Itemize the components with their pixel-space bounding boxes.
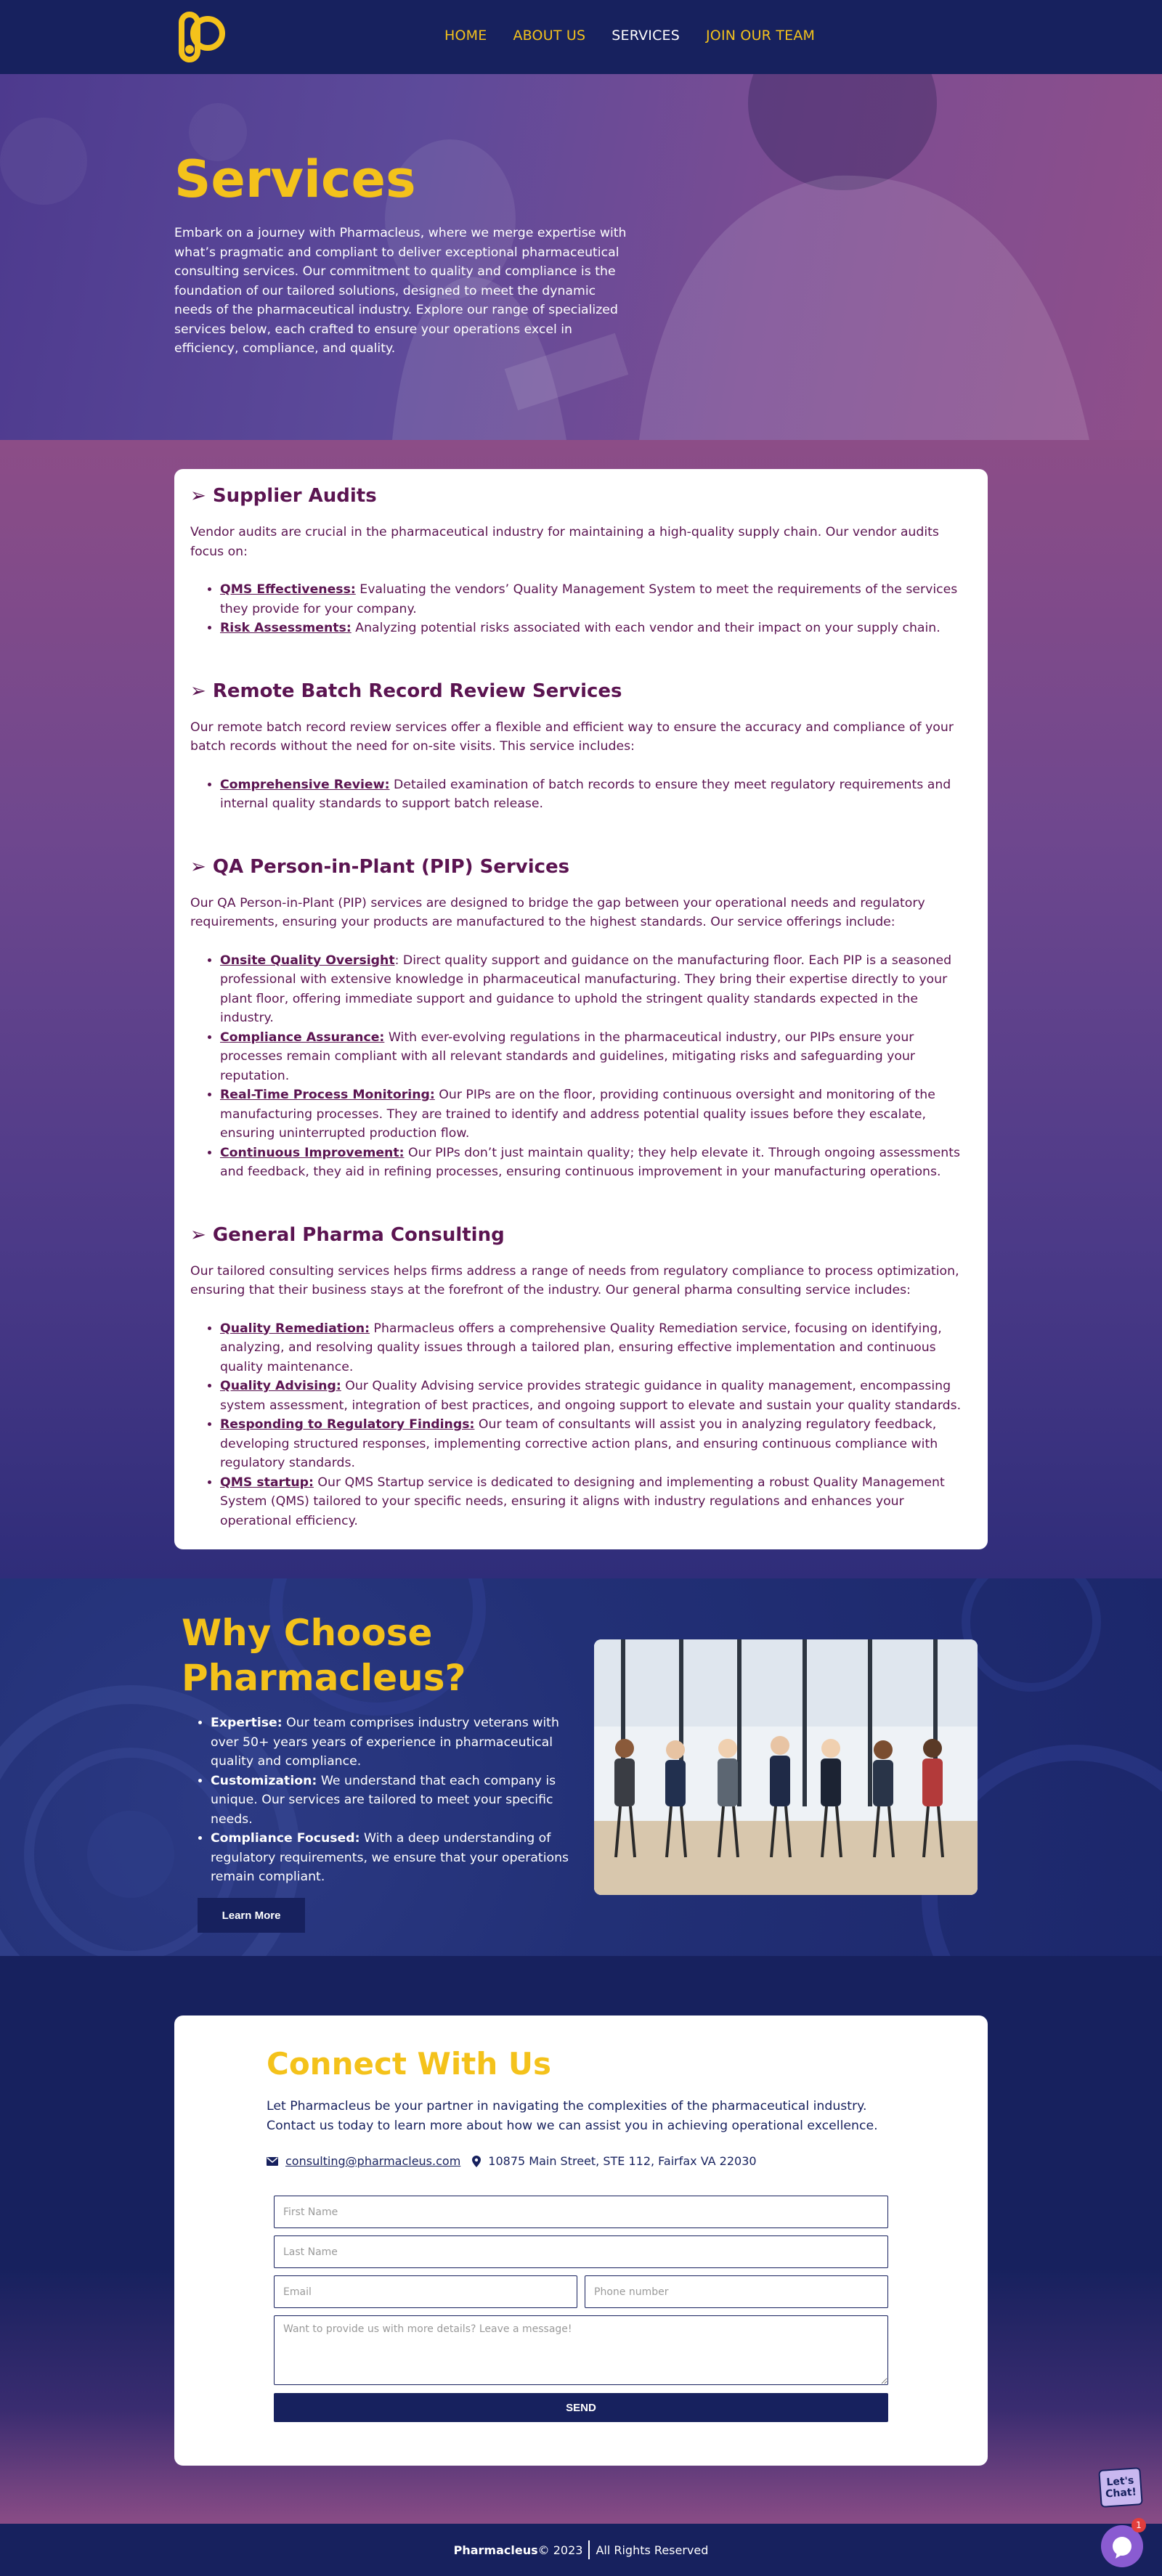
why-item-label: Customization: (211, 1773, 317, 1788)
service-item-label: Quality Advising: (220, 1379, 341, 1393)
service-item (220, 951, 972, 1028)
service-item-label: Quality Remediation: (220, 1321, 370, 1336)
service-item-text: Our QMS Startup service is dedicated to designing and implementing a robust Quality Management System (QMS) tailored to your specific needs, ensuring it aligns with industry regulations and enhances your operational efficiency. (220, 1475, 945, 1528)
connect-description: Let Pharmacleus be your partner in navigating the complexities of the pharmaceutical industry. Contact us today to learn more about how we can assist you in achieving operational excellence. (267, 2099, 878, 2133)
nav-services-link[interactable]: SERVICES (612, 28, 680, 44)
why-item-label: Expertise: (211, 1716, 283, 1730)
service-item-text: : Direct quality support and guidance on the manufacturing floor. Each PIP is a seasoned professional with extensive knowledge in pharmaceutical manufacturing. They bring their expertise directly to your plant floor, offering immediate support and guidance to uphold the stringent quality standards expected in the industry. (220, 953, 952, 1025)
service-item-text: Our PIPs are on the floor, providing continuous oversight and monitoring of the manufacturing processes. They are trained to identify and address potential quality issues before they escalate, ensuring uninterrupted production flow. (220, 1088, 935, 1141)
service-item-text: With ever-evolving regulations in the pharmaceutical industry, our PIPs ensure your processes remain compliant with all relevant standards and guidelines, mitigating risks and safeguarding your reputation. (220, 1030, 916, 1083)
service-block (190, 856, 972, 1182)
service-item (220, 1028, 972, 1086)
service-item-text: Evaluating the vendors’ Quality Management System to meet the requirements of the services they provide for your company. (220, 582, 958, 616)
team-photo (594, 1639, 978, 1895)
service-item-label: Responding to Regulatory Findings: (220, 1417, 475, 1432)
contact-info (267, 2154, 757, 2168)
service-title: ➢ General Pharma Consulting (190, 1223, 505, 1246)
nav-about-link[interactable]: ABOUT US (513, 28, 586, 44)
connect-title: Connect With Us (267, 2046, 551, 2082)
why-item-text: We understand that each company is unique. Our services are tailored to meet your specific needs. (211, 1773, 556, 1827)
why-item-label: Compliance Focused: (211, 1831, 360, 1846)
service-item (220, 619, 972, 638)
service-item (220, 775, 972, 814)
last-name-input[interactable] (274, 2235, 888, 2268)
service-item-text: Detailed examination of batch records to ensure they meet regulatory requirements and internal quality standards to support batch release. (220, 777, 951, 811)
service-block (190, 1224, 972, 1531)
email-input[interactable] (274, 2275, 577, 2308)
service-item-label: Continuous Improvement: (220, 1145, 405, 1160)
contact-card (174, 2015, 988, 2466)
service-item-text: Our team of consultants will assist you in analyzing regulatory feedback, developing structured responses, implementing corrective action plans, and ensuring continuous compliance with regulatory standards. (220, 1417, 938, 1470)
service-item-label: Risk Assessments: (220, 621, 352, 635)
service-items (220, 951, 972, 1182)
learn-more-button[interactable]: Learn More (198, 1898, 305, 1933)
service-items (220, 580, 972, 638)
service-title: ➢ Supplier Audits (190, 485, 377, 507)
email-link[interactable]: consulting@pharmacleus.com (285, 2154, 461, 2168)
service-item (220, 1319, 972, 1377)
nav-join-link[interactable]: JOIN OUR TEAM (706, 28, 816, 44)
map-pin-icon (472, 2156, 481, 2167)
service-item (220, 580, 972, 619)
services-section (0, 440, 1162, 1578)
footer-copyright: © 2023 (537, 2543, 583, 2557)
connect-section (0, 1956, 1162, 2524)
hero-banner (0, 74, 1162, 440)
service-item-text: Our PIPs don’t just maintain quality; they help elevate it. Through ongoing assessments and feedback, they aid in refining processes, ensuring continuous improvement in your manufacturing operations. (220, 1145, 960, 1179)
service-item-label: Compliance Assurance: (220, 1030, 385, 1045)
first-name-input[interactable] (274, 2196, 888, 2228)
main-menu (444, 28, 815, 44)
why-item-text: Our team comprises industry veterans with over 50+ years years of experience in pharmaceutical quality and compliance. (211, 1716, 559, 1769)
why-title: Why Choose Pharmacleus? (182, 1612, 466, 1699)
why-item (211, 1772, 581, 1830)
service-item (220, 1377, 972, 1415)
service-item-text: Analyzing potential risks associated with each vendor and their impact on your supply chain. (351, 621, 940, 635)
service-items (220, 775, 972, 814)
why-item (211, 1829, 581, 1887)
service-item (220, 1085, 972, 1144)
service-item-text: Our Quality Advising service provides strategic guidance in quality management, encompassing system assessment, integration of best practices, and ongoing support to elevate and sustain your quality standards. (220, 1379, 962, 1413)
services-card (174, 469, 988, 1549)
service-item-label: Onsite Quality Oversight (220, 953, 395, 968)
address-text: 10875 Main Street, STE 112, Fairfax VA 22030 (488, 2154, 757, 2168)
service-intro: Vendor audits are crucial in the pharmaceutical industry for maintaining a high-quality supply chain. Our vendor audits focus on: (190, 525, 939, 559)
service-block (190, 680, 972, 814)
pharmacleus-logo-icon[interactable] (179, 12, 229, 62)
service-items (220, 1319, 972, 1531)
service-item (220, 1144, 972, 1182)
service-intro: Our remote batch record review services offer a flexible and efficient way to ensure the accuracy and compliance of your batch records without the need for on-site visits. This service includes: (190, 720, 954, 754)
footer-rights: All Rights Reserved (596, 2543, 709, 2557)
service-item-text: Pharmacleus offers a comprehensive Quality Remediation service, focusing on identifying, analyzing, and resolving quality issues through a tailored plan, ensuring effective implementation and continuous quality maintenance. (220, 1321, 942, 1374)
lets-chat-sticker[interactable]: Let's Chat! (1098, 2467, 1142, 2508)
chat-notification-badge: 1 (1131, 2518, 1146, 2532)
service-intro: Our tailored consulting services helps firms address a range of needs from regulatory compliance to process optimization, ensuring that their business stays at the forefront of the industry. Our general pharma consulting service includes: (190, 1263, 959, 1297)
service-item (220, 1415, 972, 1473)
service-item-label: Real-Time Process Monitoring: (220, 1088, 435, 1102)
service-title: ➢ QA Person-in-Plant (PIP) Services (190, 855, 570, 878)
send-button[interactable]: SEND (274, 2393, 888, 2422)
service-block (190, 485, 972, 638)
hero-description: Embark on a journey with Pharmacleus, where we merge expertise with what’s pragmatic and compliant to deliver exceptional pharmaceutical consulting services. Our commitment to quality and compliance is the foundation of our tailored solutions, designed to meet the dynamic needs of the pharmaceutical industry. Explore our range of specialized services below, each crafted to ensure your operations excel in efficiency, compliance, and quality. (174, 226, 627, 356)
page-title: Services (174, 150, 416, 209)
footer-brand: Pharmacleus (453, 2543, 538, 2557)
service-item (220, 1473, 972, 1531)
service-title: ➢ Remote Batch Record Review Services (190, 680, 622, 702)
why-item-text: With a deep understanding of regulatory requirements, we ensure that your operations remain compliant. (211, 1831, 569, 1884)
service-intro: Our QA Person-in-Plant (PIP) services are designed to bridge the gap between your operational needs and regulatory requirements, ensuring your products are manufactured to the highest standards. Our service offerings include: (190, 895, 925, 929)
top-nav (0, 0, 1162, 74)
service-item-label: Comprehensive Review: (220, 777, 390, 792)
why-item (211, 1713, 581, 1772)
service-item-label: QMS Effectiveness: (220, 582, 356, 597)
nav-home-link[interactable]: HOME (444, 28, 487, 44)
footer-divider (588, 2540, 590, 2559)
why-list (211, 1713, 581, 1887)
phone-input[interactable] (585, 2275, 888, 2308)
footer (0, 2474, 1162, 2576)
service-item-label: QMS startup: (220, 1475, 314, 1490)
why-choose-section (0, 1578, 1162, 1956)
message-textarea[interactable] (274, 2315, 888, 2385)
envelope-icon (267, 2157, 278, 2166)
